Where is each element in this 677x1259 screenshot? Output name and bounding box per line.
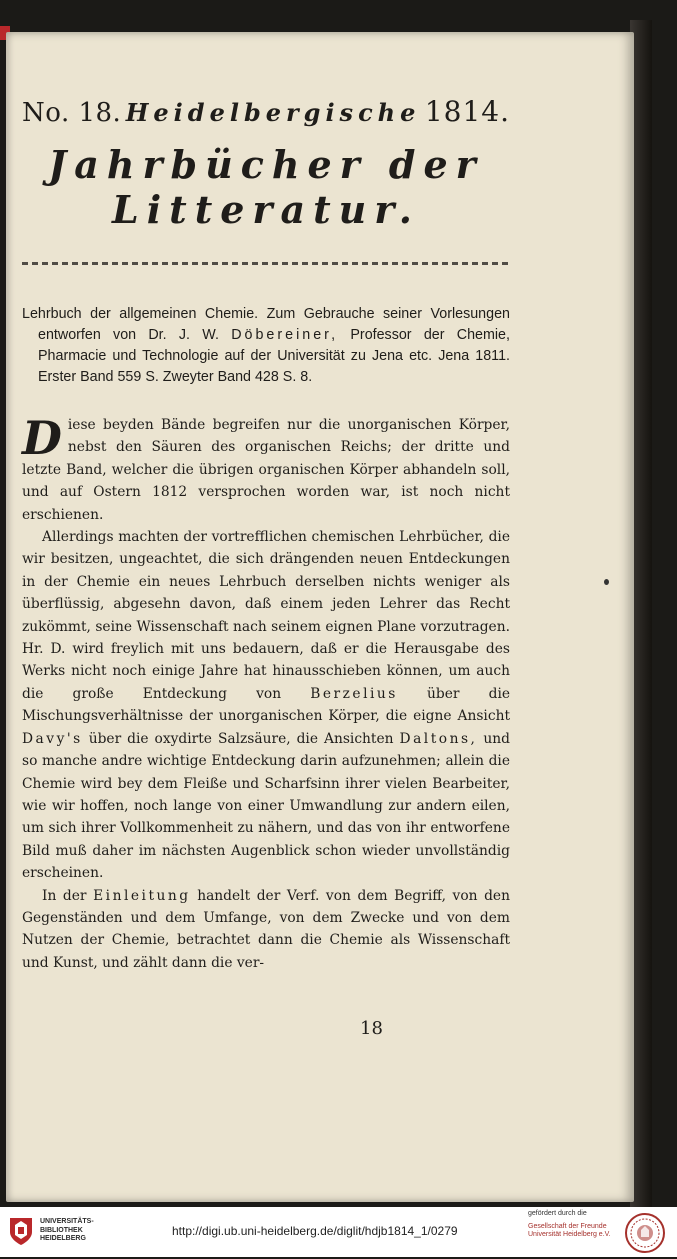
paragraph-text: und so manche andre wichtige Entdeckung darin aufzunehmen; allein die Chemie wird bey dem Fleiße und Scharfsinn ihrer vielen Bearbeiter, wie wir hoffen, noch lange von einer Umwandlung zur andern eilen, um sich ihrer Vollkommenheit zu nähern, und das von ihr entworfene Bild muß daher im nächsten Augenblick schon wieder unvollständig erscheinen. (22, 730, 510, 882)
term-einleitung: Einleitung (93, 887, 191, 904)
page-content (22, 95, 510, 974)
document-url[interactable]: http://digi.ub.uni-heidelberg.de/diglit/hdjb1814_1/0279 (172, 1224, 458, 1238)
paragraph-text: über die oxydirte Salzsäure, die Ansichten (88, 730, 394, 747)
sponsor-line: Universität Heidelberg e.V. (528, 1231, 611, 1238)
name-berzelius: Berzelius (310, 685, 398, 702)
university-seal-icon (8, 1216, 34, 1246)
paragraph-text: handelt der Verf. von dem Begriff, von den Gegenständen und dem Umfange, von dem Zwecke und von dem Nutzen der Chemie, betrachtet dann die Chemie als Wissenschaft und Kunst, und zählt dann die ver- (22, 887, 510, 971)
paragraph (22, 885, 510, 975)
sponsor-organization (528, 1223, 620, 1240)
paragraph-text: In der (42, 887, 87, 904)
reference-line: Lehrbuch der allgemeinen Chemie. Zum Gebrauche seiner (22, 306, 422, 322)
journal-title: Jahrbücher der Litteratur. (48, 142, 484, 232)
paragraph (22, 411, 510, 526)
ink-mark (604, 579, 609, 585)
reference-line: Professor der Chemie, Pharmacie und Technologie auf (38, 327, 510, 364)
sponsor-credit[interactable] (528, 1210, 620, 1240)
library-name-line: UNIVERSITÄTS- (40, 1218, 94, 1226)
university-library-name (40, 1218, 94, 1244)
drop-cap: D (22, 411, 62, 465)
sponsor-line: Gesellschaft der Freunde (528, 1222, 607, 1230)
article-body (22, 411, 511, 974)
name-davy: Davy's (22, 730, 83, 747)
reference-line: der Universität zu Jena etc. Jena 1811. Erster Band 559 (38, 348, 510, 385)
issue-number: No. 18. (22, 98, 122, 128)
viewer-footer (0, 1207, 677, 1257)
printer-signature: 18 (360, 1018, 383, 1039)
reference-author: Döbereiner, (231, 327, 339, 343)
paragraph (22, 526, 510, 885)
library-name-line: BIBLIOTHEK (40, 1226, 83, 1234)
library-name-line: HEIDELBERG (40, 1235, 86, 1243)
masthead-header (22, 95, 510, 128)
university-library-logo[interactable] (8, 1216, 94, 1246)
paragraph-text: iese beyden Bände begreifen nur die unorganischen Körper, nebst den Säuren des organischen Reichs; der dritte und letzte Band, welcher die übrigen organischen Körper abhandeln soll, und auf Ostern 1812 versprochen worden war, ist noch nicht erschienen. (22, 417, 510, 523)
ornamental-rule (22, 258, 510, 268)
sponsor-seal-icon (624, 1212, 666, 1254)
issue-year: 1814. (424, 95, 510, 128)
publication-name: Heidelbergische (125, 98, 421, 127)
paragraph-text: über die Mischungsverhältnisse der unorganischen Körper, die eigne Ansicht (22, 685, 511, 725)
paragraph-text: Allerdings machten der vortrefflichen chemischen Lehrbücher, die wir besitzen, ungeachtet, die sich drängenden neuen Entdeckungen in der Chemie ein neues Lehrbuch derselben nichts weniger als überflüssig, abgesehn davon, daß einem jeden Lehrer das Recht zukömmt, seine Wissenschaft nach seinem eignen Plane vorzutragen. Hr. D. wird freylich mit uns bedauern, daß er die Herausgabe des Werks nicht noch einige Jahre hat hinausschieben können, um auch die große Entdeckung von (22, 529, 510, 702)
sponsor-caption: gefördert durch die (528, 1210, 587, 1217)
book-reference (22, 304, 510, 388)
reference-line: Vorlesungen entworfen von Dr. J. W. (38, 306, 510, 343)
reference-line: S. Zweyter Band 428 S. 8. (145, 369, 313, 385)
name-dalton: Daltons, (399, 730, 478, 747)
